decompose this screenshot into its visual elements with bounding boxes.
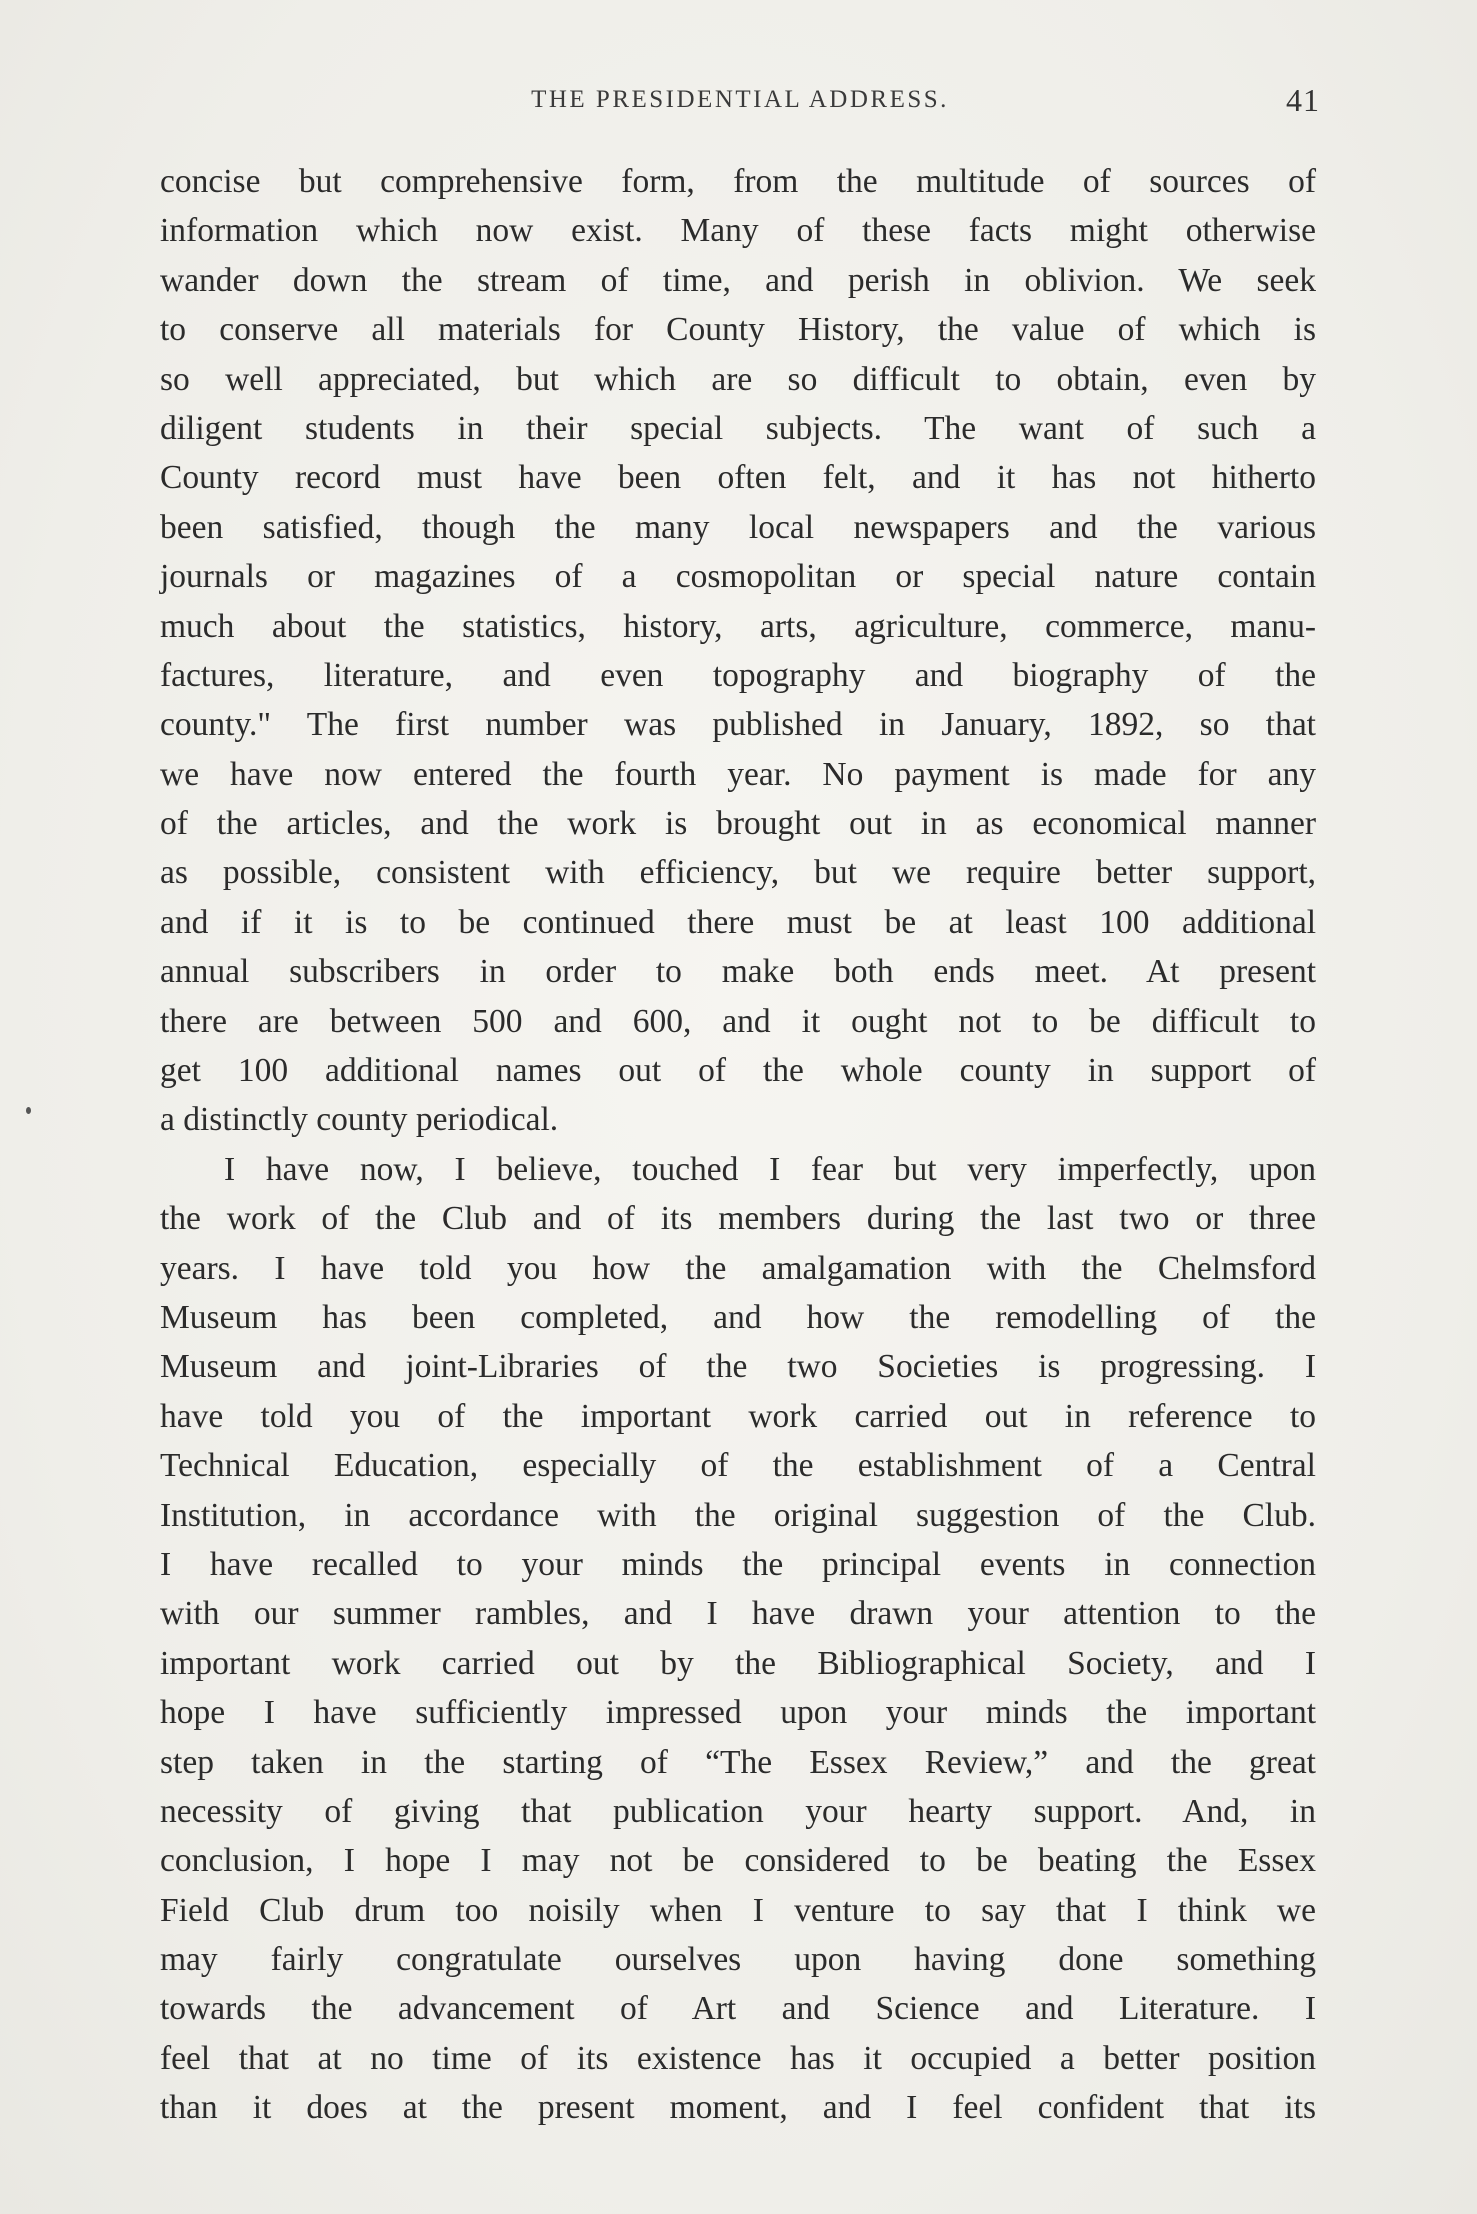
text-line bbox=[160, 947, 1316, 996]
text-line-content: hope I have sufficiently impressed upon your minds the important bbox=[160, 1694, 1316, 1732]
text-line-content: to conserve all materials for County History, the value of which is bbox=[160, 311, 1316, 349]
text-line bbox=[160, 503, 1316, 552]
paragraph bbox=[160, 1145, 1316, 2133]
text-line bbox=[160, 1244, 1316, 1293]
text-line bbox=[160, 848, 1316, 897]
text-line-content: get 100 additional names out of the whole county in support of bbox=[160, 1052, 1316, 1090]
text-line-content: towards the advancement of Art and Science and Literature. I bbox=[160, 1990, 1316, 2028]
margin-speck bbox=[26, 1107, 31, 1114]
text-line-content: as possible, consistent with efficiency, but we require better support, bbox=[160, 854, 1316, 892]
text-line bbox=[160, 1738, 1316, 1787]
text-line-content: I have now, I believe, touched I fear but very imperfectly, upon bbox=[224, 1150, 1316, 1188]
text-line-content: been satisfied, though the many local newspapers and the various bbox=[160, 508, 1316, 546]
text-line-content: conclusion, I hope I may not be considered to be beating the Essex bbox=[160, 1842, 1316, 1880]
text-line bbox=[160, 305, 1316, 354]
text-line-content: Field Club drum too noisily when I venture to say that I think we bbox=[160, 1891, 1316, 1929]
text-line-content: annual subscribers in order to make both ends meet. At present bbox=[160, 953, 1316, 991]
text-line bbox=[160, 157, 1316, 206]
text-line-content: than it does at the present moment, and I feel confident that its bbox=[160, 2089, 1316, 2127]
text-line bbox=[160, 1836, 1316, 1885]
text-line bbox=[160, 355, 1316, 404]
text-line bbox=[160, 1046, 1316, 1095]
text-line-content: important work carried out by the Bibliographical Society, and I bbox=[160, 1644, 1316, 1682]
text-line-content: with our summer rambles, and I have drawn your attention to the bbox=[160, 1595, 1316, 1633]
text-line bbox=[160, 898, 1316, 947]
text-line-content: years. I have told you how the amalgamation with the Chelmsford bbox=[160, 1249, 1316, 1287]
text-line bbox=[160, 453, 1316, 502]
text-line bbox=[160, 206, 1316, 255]
text-line-content: Technical Education, especially of the establishment of a Central bbox=[160, 1447, 1316, 1485]
text-line bbox=[160, 1293, 1316, 1342]
text-line bbox=[160, 1095, 1316, 1144]
text-line bbox=[160, 750, 1316, 799]
paragraph bbox=[160, 157, 1316, 1145]
text-line-content: we have now entered the fourth year. No payment is made for any bbox=[160, 755, 1316, 793]
text-line-content: I have recalled to your minds the principal events in connection bbox=[160, 1545, 1316, 1583]
text-line-content: much about the statistics, history, arts, agriculture, commerce, manu- bbox=[160, 607, 1316, 645]
text-line-content: Institution, in accordance with the original suggestion of the Club. bbox=[160, 1496, 1316, 1534]
text-line bbox=[160, 1194, 1316, 1243]
text-line bbox=[160, 1935, 1316, 1984]
text-line-content: diligent students in their special subjects. The want of such a bbox=[160, 409, 1316, 447]
text-line bbox=[160, 602, 1316, 651]
text-line-content: necessity of giving that publication your hearty support. And, in bbox=[160, 1792, 1316, 1830]
text-line-content: County record must have been often felt, and it has not hitherto bbox=[160, 459, 1316, 497]
text-line bbox=[160, 1491, 1316, 1540]
text-line bbox=[160, 1984, 1316, 2033]
text-line bbox=[160, 1886, 1316, 1935]
text-line-content: Museum and joint-Libraries of the two Societies is progressing. I bbox=[160, 1348, 1316, 1386]
text-line-content: information which now exist. Many of these facts might otherwise bbox=[160, 212, 1316, 250]
text-line bbox=[160, 1589, 1316, 1638]
text-line bbox=[160, 651, 1316, 700]
text-line-content: feel that at no time of its existence has it occupied a better position bbox=[160, 2039, 1316, 2077]
text-line-content: Museum has been completed, and how the remodelling of the bbox=[160, 1298, 1316, 1336]
text-line-content: wander down the stream of time, and perish in oblivion. We seek bbox=[160, 261, 1316, 299]
text-line bbox=[160, 256, 1316, 305]
text-line-content: of the articles, and the work is brought out in as economical manner bbox=[160, 805, 1316, 843]
text-line-content: the work of the Club and of its members during the last two or three bbox=[160, 1200, 1316, 1238]
text-line-content: so well appreciated, but which are so difficult to obtain, even by bbox=[160, 360, 1316, 398]
text-line-content: have told you of the important work carried out in reference to bbox=[160, 1397, 1316, 1435]
text-line bbox=[160, 552, 1316, 601]
text-line bbox=[160, 404, 1316, 453]
text-line bbox=[160, 1342, 1316, 1391]
text-line bbox=[160, 1441, 1316, 1490]
text-line bbox=[160, 1145, 1316, 1194]
text-line bbox=[160, 799, 1316, 848]
page-number: 41 bbox=[1286, 82, 1320, 118]
text-line-content: concise but comprehensive form, from the multitude of sources of bbox=[160, 163, 1316, 200]
text-line bbox=[160, 1639, 1316, 1688]
text-line bbox=[160, 700, 1316, 749]
text-line-content: a distinctly county periodical. bbox=[160, 1101, 559, 1139]
text-line bbox=[160, 1540, 1316, 1589]
text-line bbox=[160, 1688, 1316, 1737]
text-line-content: and if it is to be continued there must be at least 100 additional bbox=[160, 903, 1316, 941]
running-title: THE PRESIDENTIAL ADDRESS. bbox=[531, 86, 949, 113]
text-line bbox=[160, 1392, 1316, 1441]
text-line bbox=[160, 1787, 1316, 1836]
text-line bbox=[160, 2034, 1316, 2083]
text-line-content: step taken in the starting of “The Essex Review,” and the great bbox=[160, 1743, 1316, 1781]
text-line bbox=[160, 997, 1316, 1046]
running-head bbox=[160, 82, 1320, 126]
text-line-content: there are between 500 and 600, and it ought not to be difficult to bbox=[160, 1002, 1316, 1040]
text-line-content: county." The first number was published in January, 1892, so that bbox=[160, 706, 1316, 744]
text-line bbox=[160, 2083, 1316, 2132]
text-line-content: journals or magazines of a cosmopolitan or special nature contain bbox=[160, 558, 1316, 596]
text-line-content: may fairly congratulate ourselves upon having done something bbox=[160, 1941, 1316, 1979]
text-line-content: factures, literature, and even topography and biography of the bbox=[160, 656, 1316, 694]
body-text bbox=[160, 157, 1316, 2133]
